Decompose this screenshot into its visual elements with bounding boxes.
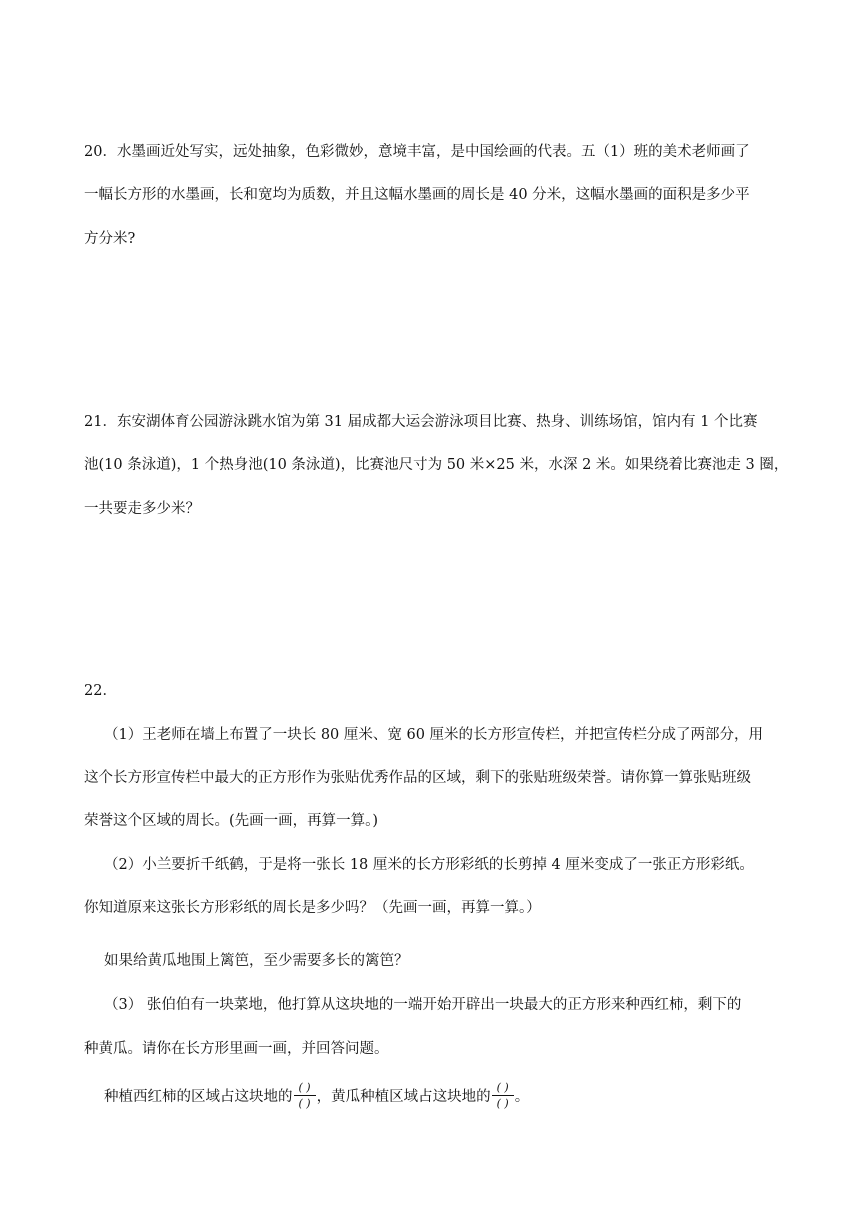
q22-part2-line-1: （2）小兰要折千纸鹤，于是将一张长 18 厘米的长方形彩纸的长剪掉 4 厘米变成了一张正方形彩纸。	[104, 857, 754, 873]
q22-part3-line-2: 种黄瓜。请你在长方形里画一画，并回答问题。	[84, 1041, 389, 1057]
fraction-text-middle: ，黄瓜种植区域占这块地的	[316, 1089, 491, 1105]
tomato-fraction-blank[interactable]	[294, 1081, 316, 1110]
q21-line-1: 21．东安湖体育公园游泳跳水馆为第 31 届成都大运会游泳项目比赛、热身、训练场馆，馆内有 1 个比赛	[84, 414, 758, 430]
q22-part1-line-1: （1）王老师在墙上布置了一块长 80 厘米、宽 60 厘米的长方形宣传栏，并把宣传栏分成了两部分，用	[104, 727, 764, 743]
fraction-bar	[294, 1095, 316, 1096]
q22-part1-line-3: 荣誉这个区域的周长。(先画一画，再算一算。)	[84, 813, 379, 829]
q22-part3-line-1: （3） 张伯伯有一块菜地，他打算从这块地的一端开始开辟出一块最大的正方形来种西红柿，剩下的	[104, 997, 742, 1013]
q20-line-2: 一幅长方形的水墨画，长和宽均为质数，并且这幅水墨画的周长是 40 分米，这幅水墨画的面积是多少平	[84, 187, 750, 203]
q22-part1-line-2: 这个长方形宣传栏中最大的正方形作为张贴优秀作品的区域，剩下的张贴班级荣誉。请你算一算张贴班级	[84, 770, 751, 786]
cucumber-fraction-blank[interactable]	[492, 1081, 514, 1110]
fraction-bar	[492, 1095, 514, 1096]
q21-line-3: 一共要走多少米？	[84, 501, 200, 517]
fraction-denominator-blank: ( )	[298, 1096, 311, 1110]
q21-line-2: 池(10 条泳道)，1 个热身池(10 条泳道)，比赛池尺寸为 50 米×25 米，水深 2 米。如果绕着比赛池走 3 圈，	[84, 457, 789, 473]
q22-number: 22．	[84, 683, 117, 699]
q22-fence-question: 如果给黄瓜地围上篱笆，至少需要多长的篱笆？	[104, 953, 409, 969]
fraction-numerator-blank: ( )	[496, 1080, 509, 1094]
fraction-text-before: 种植西红柿的区域占这块地的	[104, 1089, 293, 1105]
fraction-text-after: 。	[514, 1089, 530, 1105]
q20-line-3: 方分米?	[84, 231, 136, 247]
q20-line-1: 20．水墨画近处写实，远处抽象，色彩微妙，意境丰富，是中国绘画的代表。五（1）班的美术老师画了	[84, 144, 750, 160]
q22-fraction-line	[104, 1077, 529, 1117]
fraction-denominator-blank: ( )	[496, 1096, 509, 1110]
q22-part2-line-2: 你知道原来这张长方形彩纸的周长是多少吗？（先画一画，再算一算。）	[84, 900, 541, 916]
fraction-numerator-blank: ( )	[298, 1080, 311, 1094]
